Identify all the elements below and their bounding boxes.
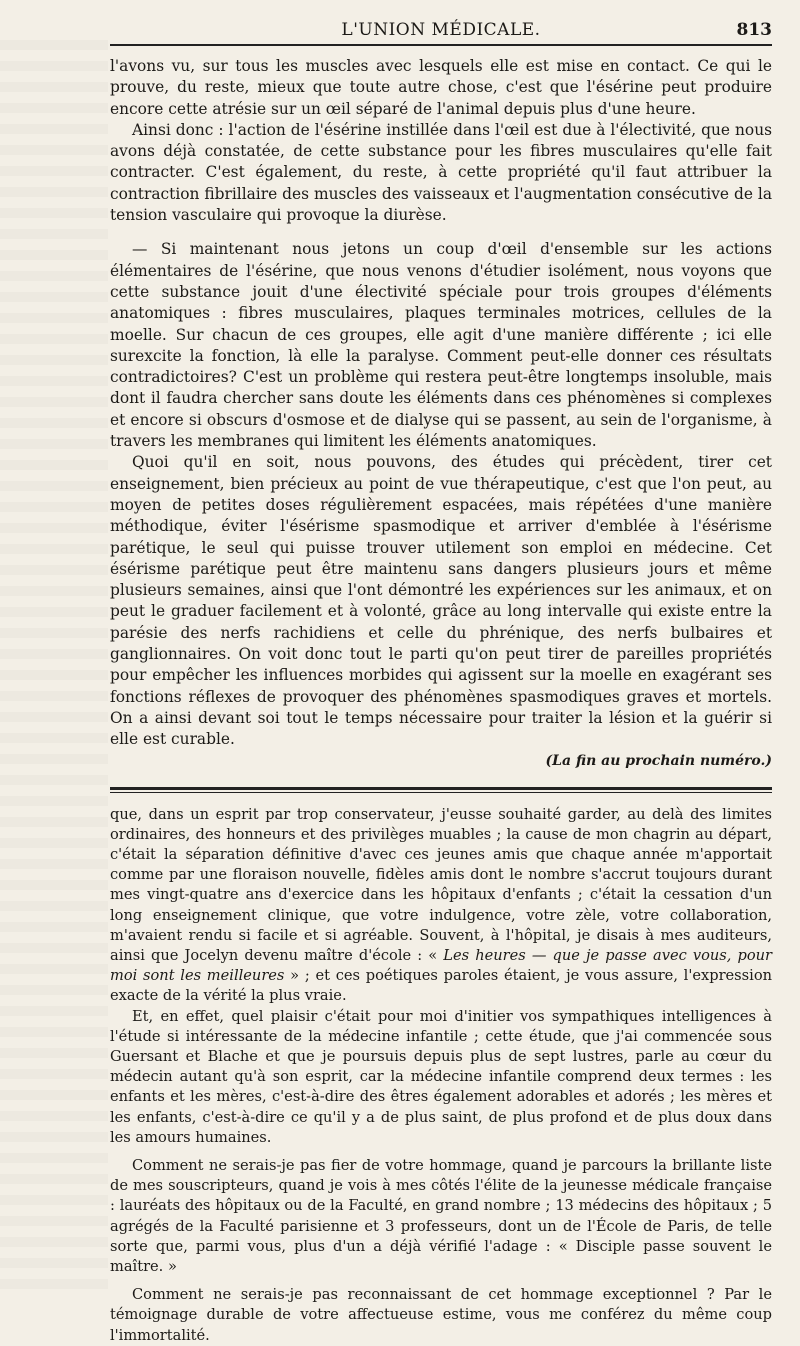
- paragraph: Quoi qu'il en soit, nous pouvons, des études qui précèdent, tirer cet enseignement, bien précieux au point de vue thérapeutique, c'est que l'on peut, au moyen de petites doses régulièrement espacées, mais répétées d'une manière méthodique, éviter l'ésérisme spasmodique et arriver d'emblée à l'ésérisme parétique, le seul qui puisse trouver utilement son emploi en médecine. Cet ésérisme parétique peut être maintenu sans dangers plusieurs jours et même plusieurs semaines, ainsi que l'ont démontré les expériences sur les animaux, et on peut le graduer facilement et à volonté, grâce au long intervalle qui existe entre la parésie des nerfs rachidiens et celle du phrénique, des nerfs bulbaires et ganglionnaires. On voit donc tout le parti qu'on peut tirer de pareilles propriétés pour empêcher les influences morbides qui agissent sur la moelle en exagérant ses fonctions réflexes de provoquer des phénomènes spasmodiques graves et mortels. On a ainsi devant soi tout le temps nécessaire pour traiter la lésion et la guérir si elle est curable.: [110, 453, 772, 749]
- section-divider-thin: [110, 792, 772, 793]
- paragraph: l'avons vu, sur tous les muscles avec lesquels elle est mise en contact. Ce qui le prouve, du reste, mieux que toute autre chose, c'est que l'ésérine peut produire encore cette atrésie sur un œil séparé de l'animal depuis plus d'une heure.: [110, 57, 772, 118]
- running-header: [110, 18, 772, 46]
- paragraph: Comment ne serais-je pas reconnaissant de cet hommage exceptionnel ? Par le témoignage durable de votre affectueuse estime, vous me conférez du même coup l'immortalité.: [110, 1286, 772, 1344]
- quotation: Les heures — que je passe avec vous, pour moi sont les meilleures: [110, 946, 773, 985]
- article-body: [110, 56, 772, 769]
- paragraph: Ainsi donc : l'action de l'ésérine instillée dans l'œil est due à l'électivité, que nous avons déjà constatée, de cette substance pour les fibres musculaires qu'elle fait contracter. C'est également, du reste, à cette propriété qu'il faut attribuer la contraction fibrillaire des muscles des vaisseaux et l'augmentation consécutive de la tension vasculaire qui provoque la diurèse.: [110, 120, 772, 225]
- paragraph-text: » ; et ces poétiques paroles étaient, je vous assure, l'expression exacte de la vérité la plus vraie.: [110, 967, 773, 1005]
- paragraph: [110, 805, 772, 1007]
- page: [110, 18, 772, 1346]
- bleed-through-margin: [0, 40, 108, 1290]
- page-number: 813: [736, 20, 772, 40]
- paragraph: Comment ne serais-je pas fier de votre hommage, quand je parcours la brillante liste de mes souscripteurs, quand je vois à mes côtés l'élite de la jeunesse médicale française : lauréats des hôpitaux ou de la Faculté, en grand nombre ; 13 médecins des hôpitaux ; 5 agrégés de la Faculté parisienne et 3 professeurs, dont un de l'École de Paris, de telle sorte que, parmi vous, plus d'un a déjà vérifié l'adage : « Disciple passe souvent le maître. »: [110, 1156, 772, 1275]
- feuilleton-text: [110, 805, 772, 1346]
- section-divider: [110, 787, 772, 790]
- paragraph: — Si maintenant nous jetons un coup d'œil d'ensemble sur les actions élémentaires de l'ésérine, que nous venons d'étudier isolément, nous voyons que cette substance jouit d'une électivité spéciale pour trois groupes d'éléments anatomiques : fibres musculaires, plaques terminales motrices, cellules de la moelle. Sur chacun de ces groupes, elle agit d'une manière différente ; ici elle surexcite la fonction, là elle la paralyse. Comment peut-elle donner ces résultats contradictoires? C'est un problème qui restera peut-être longtemps insoluble, mais dont il faudra chercher sans doute les éléments dans ces phénomènes si complexes et encore si obscurs d'osmose et de dialyse qui se passent, au sein de l'organisme, à travers les membranes qui limitent les éléments anatomiques.: [110, 240, 772, 451]
- paragraph: Et, en effet, quel plaisir c'était pour moi d'initier vos sympathiques intelligences à l'étude si intéressante de la médecine infantile ; cette étude, que j'ai commencée sous Guersant et Blache et que je poursuis depuis plus de sept lustres, parle au cœur du médecin autant qu'à son esprit, car la médecine infantile comprend deux termes : les enfants et les mères, c'est-à-dire des êtres également adorables et adorés ; les mères et les enfants, c'est-à-dire ce qu'il y a de plus saint, de plus profond et de plus doux dans les amours humaines.: [110, 1007, 772, 1146]
- paragraph-text: que, dans un esprit par trop conservateur, j'eusse souhaité garder, au delà des limites ordinaires, des honneurs et des privilèges muables ; la cause de mon chagrin au départ, c'était la séparation définitive d'avec ces jeunes amis que chaque année m'apportait comme par une floraison nouvelle, fidèles amis dont le nombre s'accrut toujours durant mes vingt-quatre ans d'exercice dans les hôpitaux d'enfants ; c'était la cessation d'un long enseignement clinique, que votre indulgence, votre zèle, votre collaboration, m'avaient rendu si facile et si agréable. Souvent, à l'hôpital, je disais à mes auditeurs, ainsi que Jocelyn devenu maître d'école : «: [110, 805, 772, 964]
- journal-title: L'UNION MÉDICALE.: [341, 20, 541, 40]
- continuation-note: (La fin au prochain numéro.): [545, 752, 772, 769]
